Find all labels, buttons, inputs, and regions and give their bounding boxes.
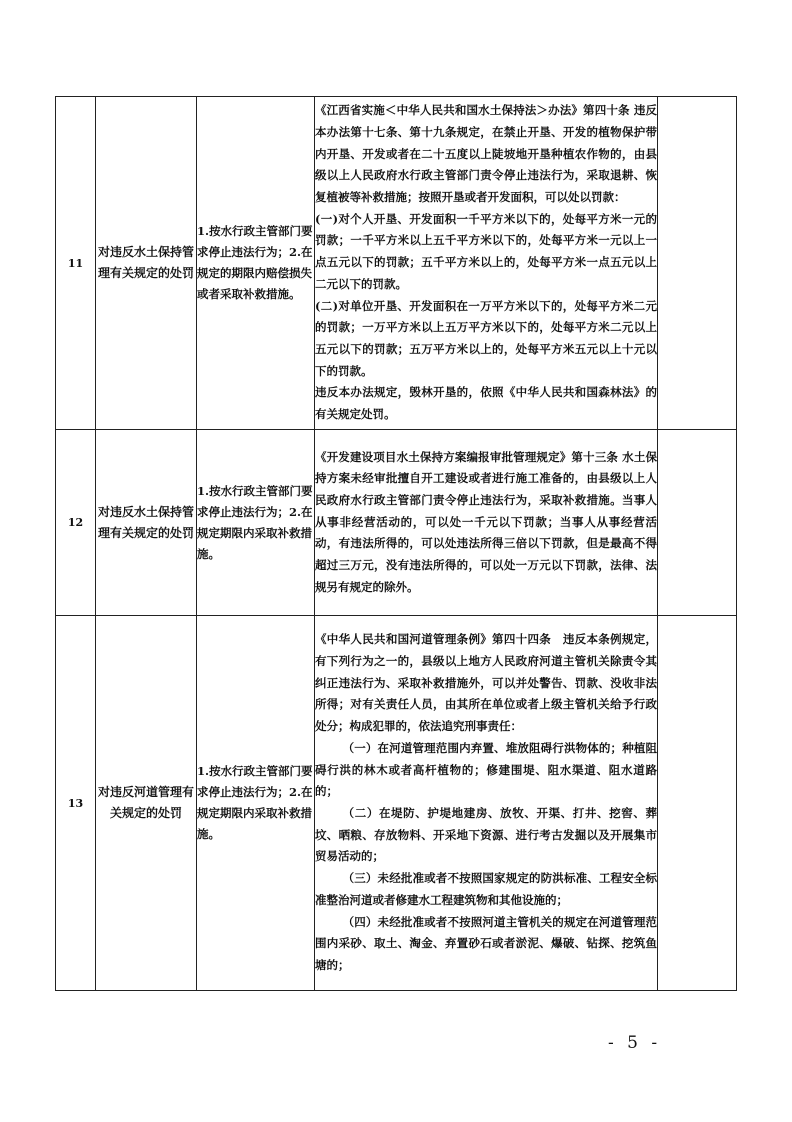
table-row — [56, 430, 737, 616]
legal-basis — [315, 616, 658, 991]
remarks-cell — [658, 616, 737, 991]
row-number: 13 — [56, 616, 96, 991]
table-row — [56, 97, 737, 430]
item-name: 对违反水土保持管理有关规定的处罚 — [96, 97, 197, 430]
basis-paragraph: (一)对个人开垦、开发面积一千平方米以下的，处每平方米一元的罚款；一千平方米以上五千平方米以下的，处每平方米一元以上一点五元以下的罚款；五千平方米以上的，处每平方米一点五元以上二元以下的罚款。 — [315, 211, 657, 291]
basis-paragraph: (二)对单位开垦、开发面积在一万平方米以下的，处每平方米二元的罚款；一万平方米以上五万平方米以下的，处每平方米二元以上五元以下的罚款；五万平方米以上的，处每平方米五元以上十元以下的罚款。 — [315, 298, 657, 378]
basis-paragraph: 《江西省实施＜中华人民共和国水土保持法＞办法》第四十条 违反本办法第十七条、第十九条规定，在禁止开垦、开发的植物保护带内开垦、开发或者在二十五度以上陡坡地开垦种植农作物的，由县级以上人民政府水行政主管部门责令停止违法行为，采取退耕、恢复植被等补救措施；按照开垦或者开发面积，可以处以罚款： — [315, 103, 657, 205]
legal-basis — [315, 97, 658, 430]
item-name: 对违反水土保持管理有关规定的处罚 — [96, 430, 197, 616]
item-name: 对违反河道管理有关规定的处罚 — [96, 616, 197, 991]
remarks-cell — [658, 430, 737, 616]
basis-paragraph: 违反本办法规定，毁林开垦的，依照《中华人民共和国森林法》的有关规定处罚。 — [315, 385, 657, 422]
page-number: - 5 - — [608, 1033, 662, 1053]
remedy-measures: 1.按水行政主管部门要求停止违法行为；2.在规定期限内采取补救措施。 — [197, 616, 315, 991]
row-number: 11 — [56, 97, 96, 430]
basis-paragraph: （四）未经批准或者不按照河道主管机关的规定在河道管理范围内采砂、取土、淘金、弃置砂石或者淤泥、爆破、钻探、挖筑鱼塘的； — [315, 914, 657, 972]
row-number: 12 — [56, 430, 96, 616]
basis-paragraph: （三）未经批准或者不按照国家规定的防洪标准、工程安全标准整治河道或者修建水工程建筑物和其他设施的； — [315, 871, 657, 907]
penalty-table — [55, 96, 737, 991]
remarks-cell — [658, 97, 737, 430]
table-row — [56, 616, 737, 991]
basis-paragraph: 《开发建设项目水土保持方案编报审批管理规定》第十三条 水土保持方案未经审批擅自开工建设或者进行施工准备的，由县级以上人民政府水行政主管部门责令停止违法行为，采取补救措施。当事人从事非经营活动的，可以处一千元以下罚款；当事人从事经营活动，有违法所得的，可以处违法所得三倍以下罚款，但是最高不得超过三万元，没有违法所得的，可以处一万元以下罚款，法律、法规另有规定的除外。 — [315, 449, 657, 594]
basis-paragraph: 《中华人民共和国河道管理条例》第四十四条 违反本条例规定，有下列行为之一的，县级以上地方人民政府河道主管机关除责令其纠正违法行为、采取补救措施外，可以并处警告、罚款、没收非法所得；对有关责任人员，由其所在单位或者上级主管机关给予行政处分；构成犯罪的，依法追究刑事责任： — [315, 632, 657, 734]
basis-paragraph: （一）在河道管理范围内弃置、堆放阻碍行洪物体的；种植阻碍行洪的林木或者高杆植物的；修建围堤、阻水渠道、阻水道路的； — [315, 740, 657, 799]
remedy-measures: 1.按水行政主管部门要求停止违法行为；2.在规定期限内采取补救措施。 — [197, 430, 315, 616]
basis-paragraph: （二）在堤防、护堤地建房、放牧、开渠、打井、挖窖、葬坟、晒粮、存放物料、开采地下资源、进行考古发掘以及开展集市贸易活动的； — [315, 806, 657, 864]
remedy-measures: 1.按水行政主管部门要求停止违法行为；2.在规定的期限内赔偿损失或者采取补救措施。 — [197, 97, 315, 430]
legal-basis — [315, 430, 658, 616]
